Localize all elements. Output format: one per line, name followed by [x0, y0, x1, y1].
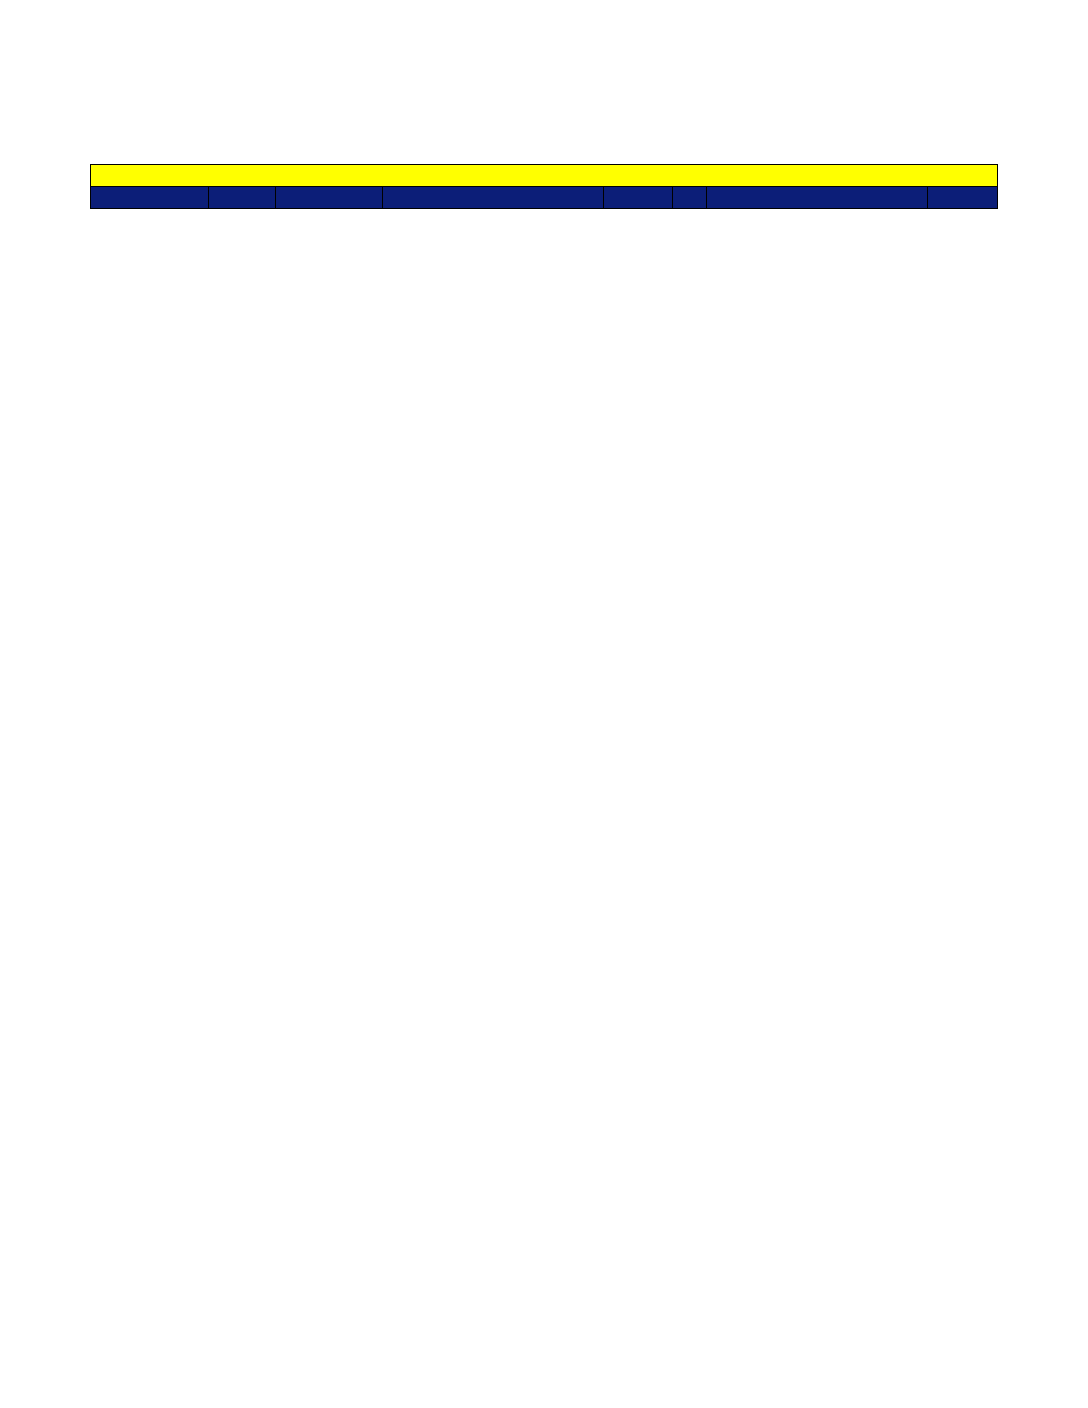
col-header-vs: [673, 187, 707, 209]
col-header-away-score: [928, 187, 998, 209]
header-row: [91, 187, 998, 209]
col-header-date: [91, 187, 209, 209]
doubleheader-note: [91, 165, 998, 187]
note-row: [91, 165, 998, 187]
col-header-home-team: [383, 187, 604, 209]
schedule-body: [91, 165, 998, 209]
schedule-table: [90, 164, 998, 209]
col-header-home-score: [604, 187, 673, 209]
col-header-time: [209, 187, 276, 209]
col-header-away-team: [707, 187, 928, 209]
col-header-replica: [276, 187, 383, 209]
